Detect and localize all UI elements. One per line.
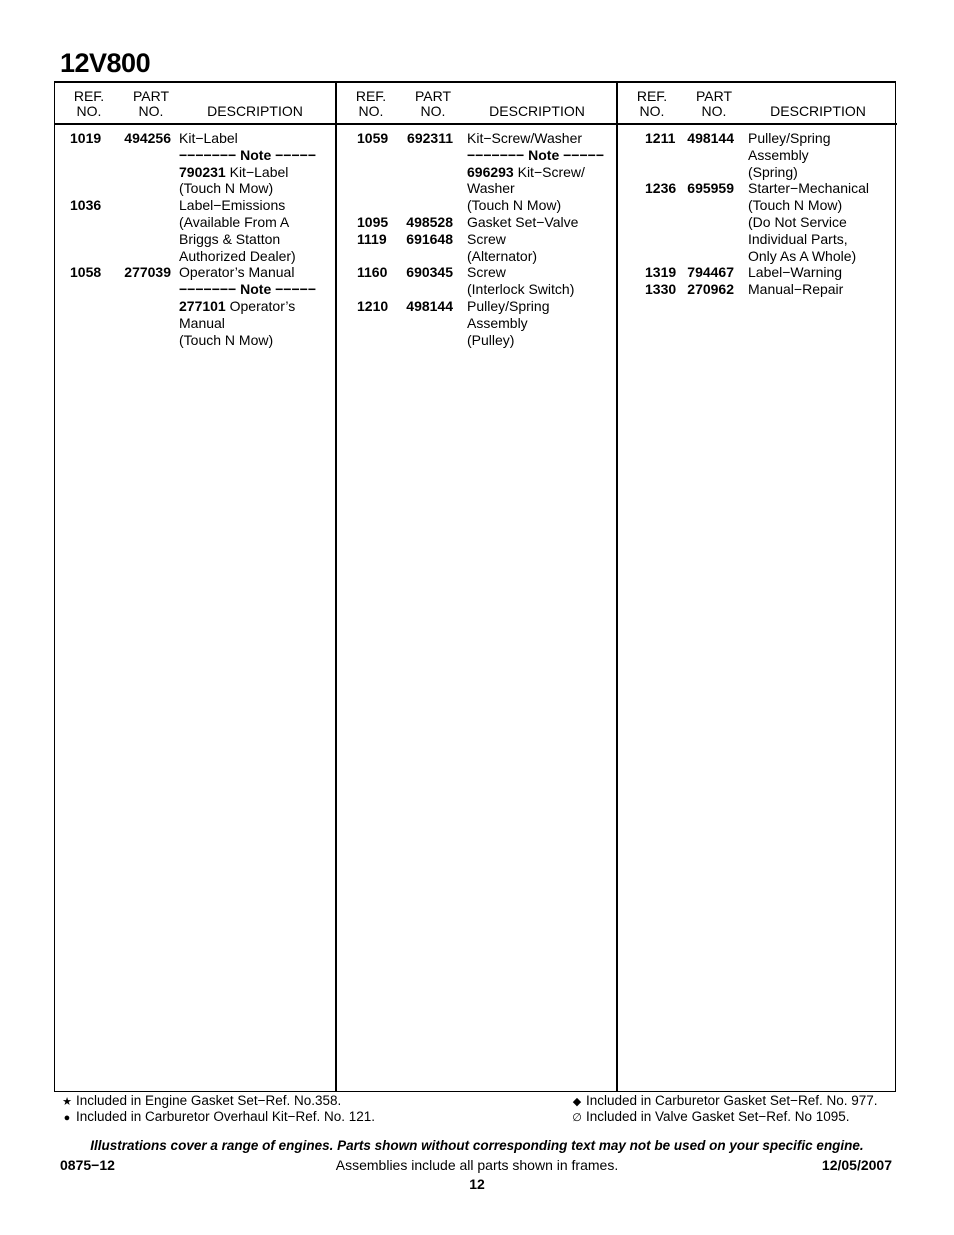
part-number: 690345 <box>406 264 453 281</box>
footnotes-left <box>58 1094 375 1125</box>
part-row <box>618 130 897 180</box>
part-number: 692311 <box>407 130 453 146</box>
part-row <box>618 264 897 281</box>
part-description: Manual−Repair <box>748 281 844 298</box>
ref-number: 1236 <box>645 180 677 197</box>
column-header <box>337 83 618 125</box>
part-description: Pulley/Spring Assembly (Spring) <box>748 130 831 180</box>
ref-number: 1210 <box>357 297 389 314</box>
page-title: 12V800 <box>60 48 151 78</box>
part-description: Label−Warning <box>748 264 843 281</box>
part-row <box>618 180 897 264</box>
ref-number: 1160 <box>357 264 388 281</box>
empty-set-icon: ∅ <box>572 1111 582 1124</box>
ref-number: 1319 <box>645 264 677 281</box>
diamond-icon: ◆ <box>572 1096 582 1108</box>
footnote: ◆ Included in Carburetor Gasket Set−Ref. No. 977. <box>568 1094 878 1110</box>
ref-number: 1330 <box>645 281 677 298</box>
ref-number: 1058 <box>70 264 102 281</box>
bullet-icon: ● <box>63 1111 71 1124</box>
description-header: DESCRIPTION <box>207 103 303 119</box>
part-number: 498144 <box>406 297 453 314</box>
ref-header: REF. NO. <box>73 88 105 119</box>
part-header: PART NO. <box>695 88 733 119</box>
footnote: ★ Included in Engine Gasket Set−Ref. No.358. <box>58 1094 375 1110</box>
part-row <box>337 231 618 265</box>
part-row <box>55 197 335 264</box>
footnote: ● Included in Carburetor Overhaul Kit−Ref. No. 121. <box>58 1110 375 1126</box>
part-header: PART NO. <box>414 88 452 119</box>
part-description: Operator’s Manual −−−−−−− Note −−−−− 277101 Operator’s Manual (Touch N Mow) <box>179 264 317 348</box>
part-row <box>337 264 618 298</box>
ref-number: 1036 <box>70 197 102 214</box>
assembly-note: Assemblies include all parts shown in frames. <box>335 1157 619 1173</box>
part-number: 277039 <box>124 264 171 281</box>
description-header: DESCRIPTION <box>770 103 866 119</box>
description-header: DESCRIPTION <box>489 103 585 119</box>
part-description: Starter−Mechanical (Touch N Mow) (Do Not Service Individual Parts, Only As A Whole) <box>748 180 870 264</box>
part-number: 270962 <box>687 281 734 298</box>
part-description: Label−Emissions (Available From A Briggs & Statton Authorized Dealer) <box>179 197 296 264</box>
part-row <box>55 264 335 348</box>
part-number: 691648 <box>406 230 453 247</box>
star-icon: ★ <box>62 1096 72 1108</box>
footnote: ∅ Included in Valve Gasket Set−Ref. No 1095. <box>568 1110 878 1126</box>
ref-header: REF. NO. <box>636 88 668 119</box>
part-row <box>337 214 618 231</box>
page-number: 12 <box>469 1176 485 1192</box>
ref-number: 1119 <box>357 230 387 247</box>
parts-column-3 <box>616 83 897 1091</box>
ref-number: 1059 <box>357 130 389 146</box>
document-number: 0875−12 <box>60 1157 115 1173</box>
ref-number: 1211 <box>645 130 676 146</box>
parts-column-2 <box>335 83 618 1091</box>
part-row <box>337 298 618 348</box>
part-description: Screw (Interlock Switch) <box>467 264 575 298</box>
part-description: Kit−Label −−−−−−− Note −−−−− 790231 Kit−Label (Touch N Mow) <box>179 130 317 197</box>
part-header: PART NO. <box>132 88 170 119</box>
illustration-disclaimer: Illustrations cover a range of engines. Parts shown without corresponding text may not be used on your specific engine. <box>90 1138 864 1153</box>
part-row <box>618 281 897 298</box>
parts-column-1 <box>55 83 335 1091</box>
part-description: Gasket Set−Valve <box>467 213 579 230</box>
part-number: 695959 <box>687 180 734 197</box>
part-description: Screw (Alternator) <box>467 230 538 264</box>
ref-number: 1019 <box>70 130 102 146</box>
ref-number: 1095 <box>357 213 389 230</box>
part-description: Pulley/Spring Assembly (Pulley) <box>467 297 550 348</box>
part-row <box>55 130 335 197</box>
part-number: 794467 <box>687 264 734 281</box>
footnotes-right <box>568 1094 878 1125</box>
part-description: Kit−Screw/Washer −−−−−−− Note −−−−− 696293 Kit−Screw/ Washer (Touch N Mow) <box>467 130 605 214</box>
document-date: 12/05/2007 <box>821 1157 892 1173</box>
ref-header: REF. NO. <box>355 88 387 119</box>
part-row <box>337 130 618 214</box>
part-number: 494256 <box>124 130 171 146</box>
column-header <box>618 83 897 125</box>
parts-table <box>54 81 896 1092</box>
part-number: 498528 <box>406 213 453 230</box>
part-number: 498144 <box>687 130 734 146</box>
column-header <box>55 83 335 125</box>
